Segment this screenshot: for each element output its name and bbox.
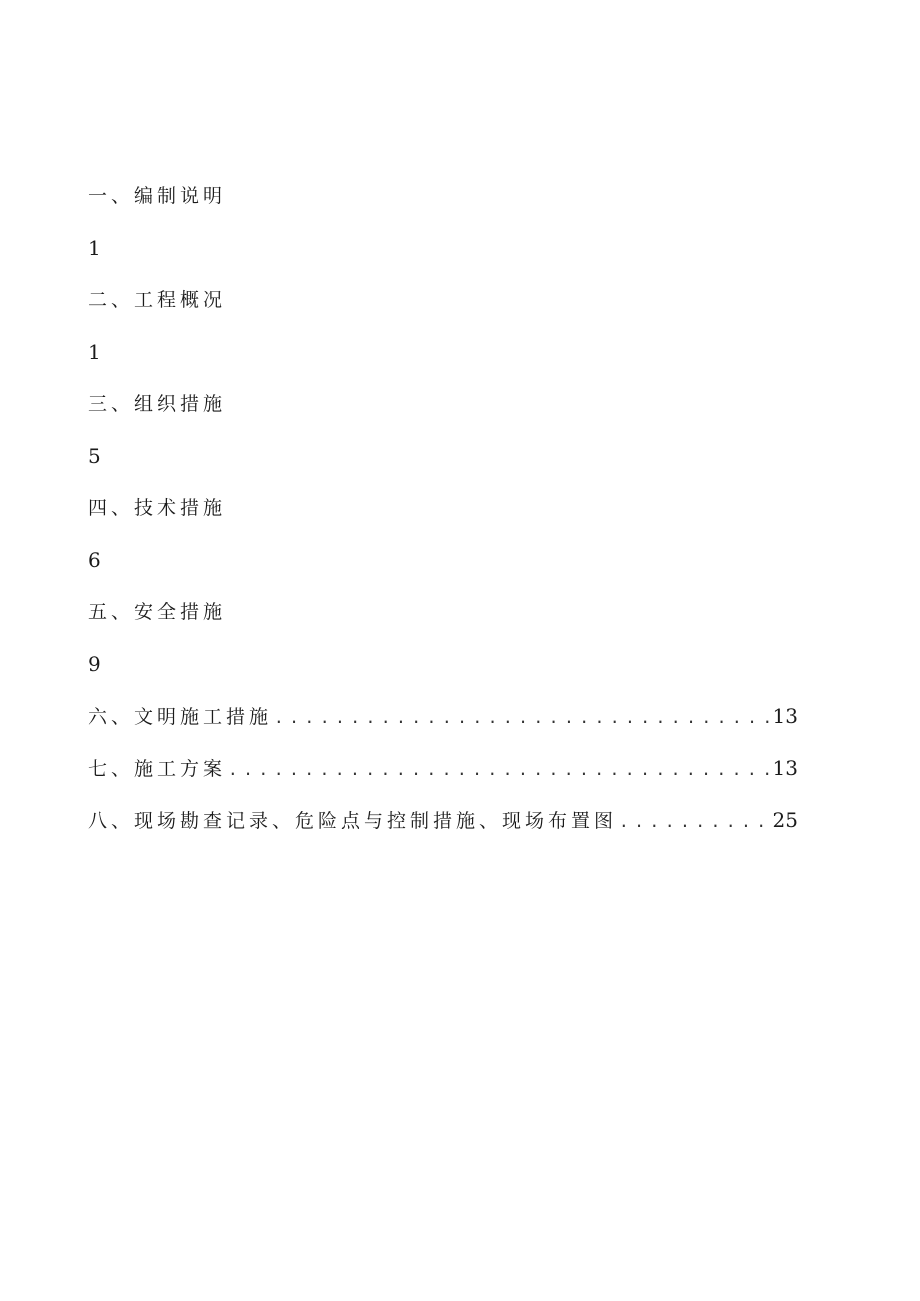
toc-entry[interactable] (88, 698, 798, 750)
toc-entry-page: 13 (772, 704, 798, 728)
dot-leader (274, 700, 769, 736)
toc-entry-title[interactable]: 二、工程概况 (88, 289, 227, 311)
dot-leader (228, 752, 769, 788)
toc-entry-page: 25 (772, 808, 798, 832)
toc-entry-title: 七、施工方案 (88, 758, 227, 780)
toc-entry-page: 1 (88, 236, 101, 260)
toc-entry-title[interactable]: 四、技术措施 (88, 497, 227, 519)
table-of-contents (88, 178, 798, 854)
toc-entry-title: 六、文明施工措施 (88, 706, 273, 728)
toc-entry-title[interactable]: 一、编制说明 (88, 185, 227, 207)
toc-entry-page: 6 (88, 548, 101, 572)
toc-entry[interactable] (88, 750, 798, 802)
toc-entry-page: 1 (88, 340, 101, 364)
toc-entry-title[interactable]: 三、组织措施 (88, 393, 227, 415)
toc-entry-page: 13 (772, 756, 798, 780)
toc-entry[interactable] (88, 802, 798, 854)
dot-leader (619, 804, 769, 840)
toc-entry-title[interactable]: 五、安全措施 (88, 601, 227, 623)
toc-entry-page: 9 (88, 652, 101, 676)
toc-entry-title: 八、现场勘查记录、危险点与控制措施、现场布置图 (88, 810, 618, 832)
toc-entry-page: 5 (88, 444, 101, 468)
